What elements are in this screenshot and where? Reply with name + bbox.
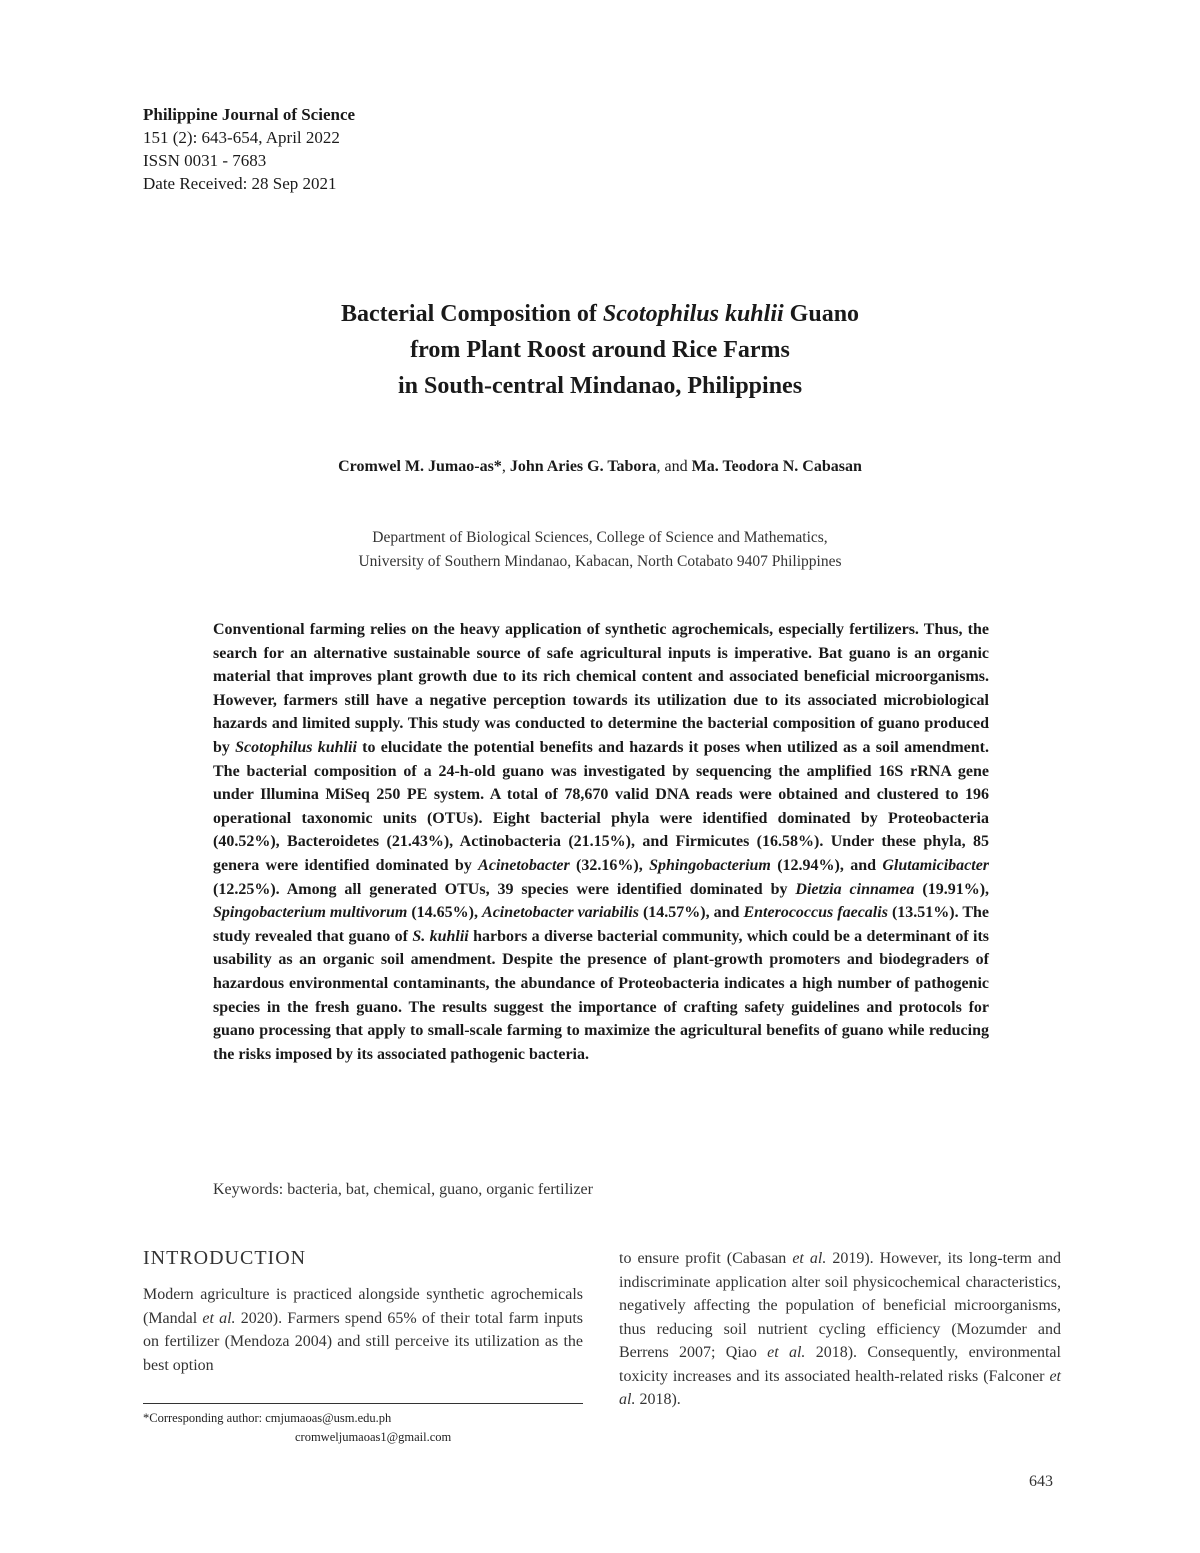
intro-right-column <box>619 1247 1061 1412</box>
author-separator: , and <box>656 458 692 475</box>
section-heading-introduction: INTRODUCTION <box>143 1247 307 1269</box>
abstract-species: Sphingobacterium <box>649 856 771 874</box>
abstract-text: Conventional farming relies on the heavy application of synthetic agrochemicals, especially fertilizers. Thus, the search for an alternative sustainable source of safe agricultural inputs is imperative. Bat guano is an organic material that improves plant growth due to its rich chemical content and associated beneficial microorganisms. However, farmers still have a negative perception towards its utilization due to its associated microbiological hazards and limited supply. This study was conducted to determine the bacterial composition of guano produced by <box>213 621 989 756</box>
affiliation-line-1: Department of Biological Sciences, College of Science and Mathematics, <box>372 529 828 546</box>
abstract-text: (13.51%). The study revealed that guano of <box>213 904 990 945</box>
title-text: Guano <box>783 301 860 327</box>
abstract-species: Scotophilus kuhlii <box>235 738 357 756</box>
author-list <box>200 458 1000 476</box>
title-species: Scotophilus kuhlii <box>602 301 784 327</box>
abstract-text: (12.94%), and <box>770 856 883 874</box>
title-line-3: in South-central Mindanao, Philippines <box>397 373 803 399</box>
footnote <box>143 1409 451 1447</box>
page-number: 643 <box>1029 1473 1053 1490</box>
body-text: 2019). However, its long-term and indiscriminate application alter soil physicochemical characteristics, negatively affecting the population of beneficial microorganisms, thus reducing soil nutrient cycling efficiency (Mozumder and Berrens 2007; Qiao <box>619 1250 1061 1361</box>
body-text: 2018). Consequently, environmental toxicity increases and its associated health-related risks (Falconer <box>619 1344 1061 1385</box>
abstract-species: Enterococcus faecalis <box>743 904 888 922</box>
abstract-species: Acinetobacter variabilis <box>482 904 639 922</box>
abstract-text: (32.16%), <box>569 856 650 874</box>
issn: ISSN 0031 - 7683 <box>143 151 267 170</box>
abstract-text: to elucidate the potential benefits and hazards it poses when utilized as a soil amendment. The bacterial composition of a 24-h-old guano was investigated by sequencing the amplified 16S rRNA gene under Illumina MiSeq 250 PE system. A total of 78,670 valid DNA reads were obtained and clustered to 196 operational taxonomic units (OTUs). Eight bacterial phyla were identified dominated by Proteobacteria (40.52%), Bacteroidetes (21.43%), Actinobacteria (21.15%), and Firmicutes (16.58%). Under these phyla, 85 genera were identified dominated by <box>213 738 989 874</box>
footnote-divider <box>143 1403 583 1404</box>
body-text: Modern agriculture is practiced alongside synthetic agrochemicals (Mandal <box>143 1286 583 1327</box>
author-1: Cromwel M. Jumao-as* <box>338 458 502 475</box>
journal-name: Philippine Journal of Science <box>143 105 356 124</box>
abstract-text: (14.65%), <box>407 904 483 922</box>
abstract-species: Acinetobacter <box>478 856 570 874</box>
body-italic: et al. <box>767 1344 806 1361</box>
abstract-text: (19.91%), <box>914 880 990 898</box>
author-3: Ma. Teodora N. Cabasan <box>691 458 862 475</box>
abstract-text: harbors a diverse bacterial community, which could be a determinant of its usability as an organic soil amendment. Despite the presence of plant-growth promoters and biodegraders of hazardous environmental contaminants, the abundance of Proteobacteria indicates a high number of pathogenic species in the fresh guano. The results suggest the importance of crafting safety guidelines and protocols for guano processing that apply to small-scale farming to maximize the agricultural benefits of guano while reducing the risks imposed by its associated pathogenic bacteria. <box>213 927 990 1063</box>
footnote-line-2: cromweljumaoas1@gmail.com <box>295 1430 452 1444</box>
affiliation-line-2: University of Southern Mindanao, Kabacan, North Cotabato 9407 Philippines <box>358 553 842 570</box>
abstract <box>213 618 989 1066</box>
abstract-species: Glutamicibacter <box>882 856 990 874</box>
title-line-2: from Plant Roost around Rice Farms <box>410 337 790 363</box>
body-text: 2020). Farmers spend 65% of their total farm inputs on fertilizer (Mendoza 2004) and still perceive its utilization as the best option <box>143 1309 583 1374</box>
date-received: Date Received: 28 Sep 2021 <box>143 174 337 193</box>
title-text: Bacterial Composition of <box>340 301 603 327</box>
journal-header <box>143 103 355 195</box>
paper-title <box>200 296 1000 404</box>
abstract-text: (12.25%). Among all generated OTUs, 39 species were identified dominated by <box>213 880 796 898</box>
body-text: to ensure profit (Cabasan <box>619 1250 793 1267</box>
body-italic: et al. <box>202 1309 236 1327</box>
intro-left-column <box>143 1283 583 1377</box>
body-text: 2018). <box>635 1391 681 1408</box>
abstract-text: (14.57%), and <box>638 904 744 922</box>
author-separator: , <box>501 458 510 475</box>
keywords: Keywords: bacteria, bat, chemical, guano, organic fertilizer <box>213 1181 593 1198</box>
author-2: John Aries G. Tabora <box>509 458 657 475</box>
body-italic: et al. <box>792 1250 827 1267</box>
abstract-species: S. kuhlii <box>412 927 469 945</box>
abstract-species: Spingobacterium multivorum <box>213 904 408 922</box>
title-line-1 <box>200 296 1000 332</box>
abstract-species: Dietzia cinnamea <box>795 880 915 898</box>
volume-issue: 151 (2): 643-654, April 2022 <box>143 128 340 147</box>
footnote-line-1: *Corresponding author: cmjumaoas@usm.edu.ph <box>143 1411 392 1425</box>
body-italic: et al. <box>619 1367 1061 1408</box>
affiliation <box>200 526 1000 574</box>
